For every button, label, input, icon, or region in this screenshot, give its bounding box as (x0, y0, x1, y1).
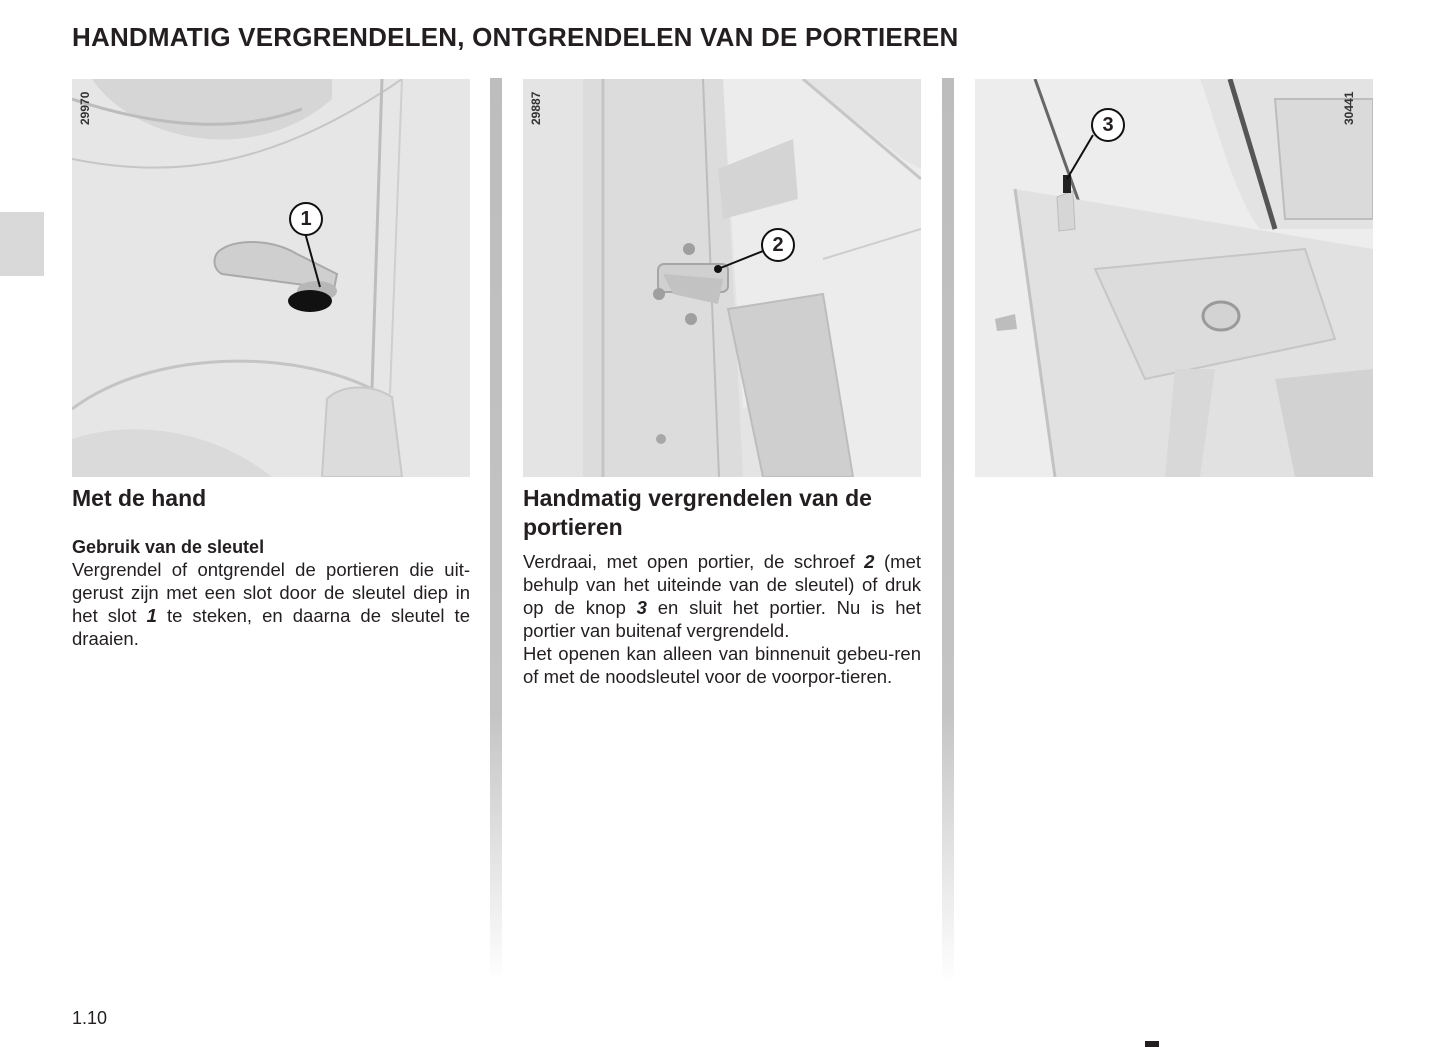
figure-door-handle (72, 79, 470, 477)
section-met-de-hand (72, 484, 470, 650)
figure-interior-lock-knob (975, 79, 1373, 477)
section-handmatig-vergrendelen (523, 484, 921, 688)
section2-ref-3: 3 (636, 597, 647, 618)
section2-paragraph-1 (523, 550, 921, 642)
door-handle-illustration (72, 79, 470, 477)
section-end-marker (1145, 1041, 1159, 1047)
section1-heading: Met de hand (72, 485, 207, 511)
figure-code-29970: 29970 (78, 91, 92, 125)
figure-code-29887: 29887 (529, 91, 543, 125)
section1-ref-1: 1 (146, 605, 157, 626)
section2-paragraph-2: Het openen kan alleen van binnenuit gebeu-ren of met de noodsleutel voor de voorpor-tieren. (523, 643, 921, 687)
section2-ref-2: 2 (864, 551, 875, 572)
section2-p1-part3: en sluit het portier. Nu is het portier van buitenaf vergrendeld. (523, 597, 921, 641)
page-title: HANDMATIG VERGRENDELEN, ONTGRENDELEN VAN DE PORTIEREN (72, 22, 959, 52)
interior-door-illustration (975, 79, 1373, 477)
section1-text-before-ref: Vergrendel of ontgrendel de portieren die uit-gerust zijn met een slot door de sleutel diep in het slot (72, 559, 470, 626)
callout-2: 2 (761, 228, 795, 262)
section1-paragraph (72, 558, 470, 650)
section1-subheading: Gebruik van de sleutel (72, 537, 265, 557)
figure-code-30441: 30441 (1342, 91, 1356, 125)
column-divider-left (490, 78, 502, 983)
callout-1: 1 (289, 202, 323, 236)
section2-heading: Handmatig vergrendelen van de portieren (523, 485, 872, 540)
door-lock-illustration (523, 79, 921, 477)
section1-text-after-ref: te steken, en daarna de sleutel te draaien. (72, 605, 470, 649)
section2-p1-part2: (met behulp van het uiteinde van de sleutel) of druk op de knop (523, 551, 922, 618)
page-number: 1.10 (72, 1008, 108, 1028)
section2-p1-part1: Verdraai, met open portier, de schroef (523, 551, 865, 572)
chapter-tab (0, 212, 44, 276)
figure-door-lock-screw (523, 79, 921, 477)
callout-3: 3 (1091, 108, 1125, 142)
column-divider-right (942, 78, 954, 983)
